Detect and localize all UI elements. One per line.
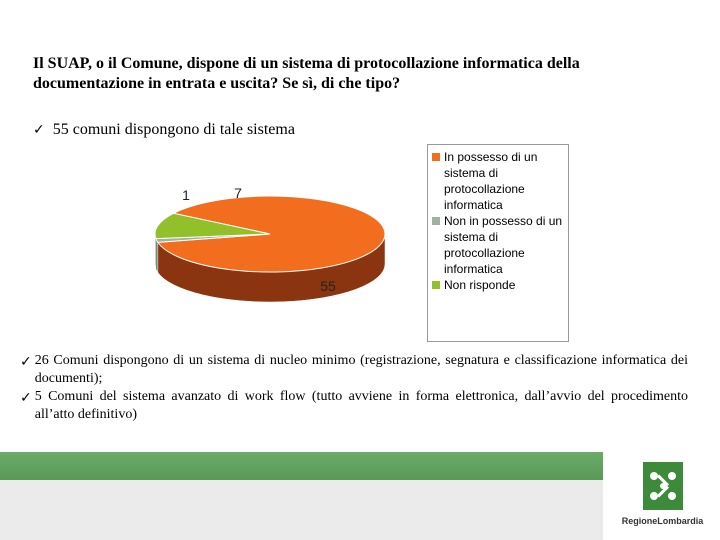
- bullet-item: [20, 388, 688, 424]
- legend-item: [432, 277, 564, 293]
- rosa-camuna-icon: [643, 462, 683, 510]
- checkmark-icon: ✓: [33, 122, 45, 138]
- pie-data-label: 55: [320, 278, 336, 294]
- main-bullet-text: 55 comuni dispongono di tale sistema: [52, 121, 295, 138]
- bullet-item: [20, 352, 688, 388]
- footer-green-band: [0, 452, 603, 480]
- pie-data-label: 1: [182, 187, 190, 203]
- footer-grey-strip: [0, 480, 603, 540]
- legend-label: Non risponde: [444, 278, 516, 292]
- legend-label: Non in possesso di un sistema di protocollazione informatica: [444, 214, 563, 276]
- chart-legend: [427, 144, 569, 342]
- checkmark-icon: ✓: [20, 354, 32, 370]
- legend-swatch: [432, 281, 440, 289]
- checkmark-icon: ✓: [20, 390, 32, 406]
- pie-slice-side: [156, 239, 158, 273]
- regione-lombardia-logo: [605, 452, 720, 540]
- legend-item: [432, 149, 564, 213]
- legend-label: In possesso di un sistema di protocollazione informatica: [444, 150, 538, 212]
- legend-swatch: [432, 217, 440, 225]
- pie-data-label: 7: [234, 185, 242, 201]
- legend-item: [432, 213, 564, 277]
- logo-text: RegioneLombardia: [621, 516, 704, 526]
- bullet-text: 26 Comuni dispongono di un sistema di nucleo minimo (registrazione, segnatura e classificazione informatica dei documenti);: [34, 353, 688, 386]
- legend-swatch: [432, 153, 440, 161]
- slide-title: Il SUAP, o il Comune, dispone di un sistema di protocollazione informatica della documentazione in entrata e uscita? Se sì, di che tipo?: [33, 55, 580, 92]
- bottom-bullet-list: [20, 352, 688, 424]
- bullet-text: 5 Comuni del sistema avanzato di work flow (tutto avviene in forma elettronica, dall’avvio del procedimento all’atto definitivo): [34, 389, 688, 422]
